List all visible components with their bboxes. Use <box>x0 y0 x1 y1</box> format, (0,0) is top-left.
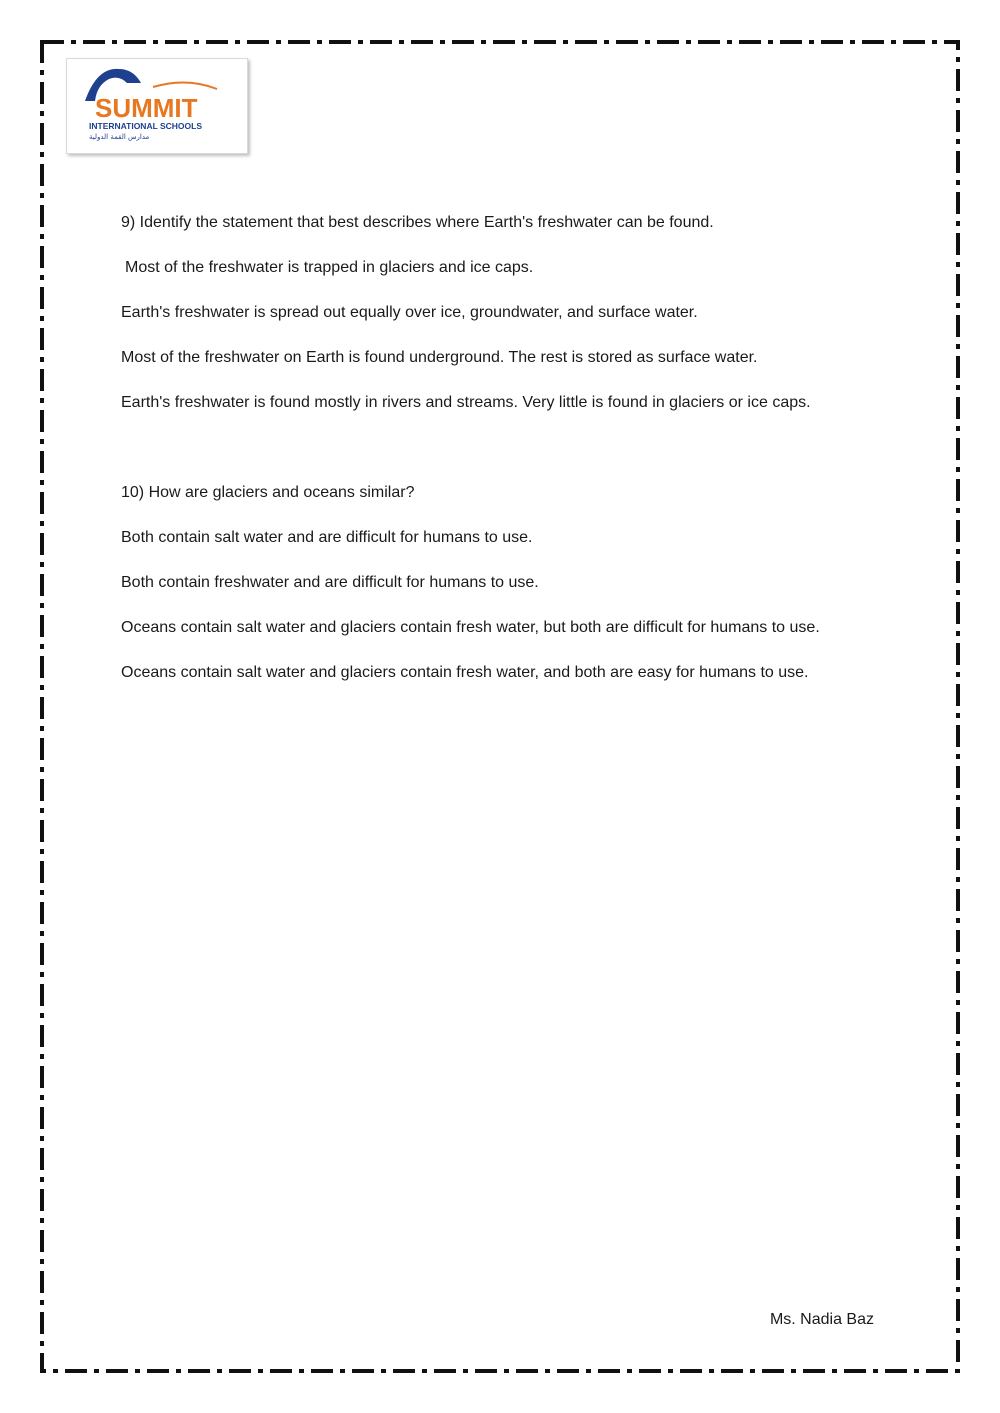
question-10-option-2[interactable]: Both contain freshwater and are difficult for humans to use. <box>121 574 539 591</box>
question-10-option-1[interactable]: Both contain salt water and are difficult for humans to use. <box>121 529 533 546</box>
worksheet-content <box>121 213 901 683</box>
question-10-option-4[interactable]: Oceans contain salt water and glaciers contain fresh water, and both are easy for humans to use. <box>121 664 809 681</box>
logo-arabic: مدارس القمة الدولية <box>89 133 150 141</box>
school-logo <box>66 58 248 154</box>
summit-logo-mark <box>67 59 247 153</box>
logo-wordmark: SUMMIT <box>95 93 198 123</box>
question-9-option-4[interactable]: Earth's freshwater is found mostly in rivers and streams. Very little is found in glaciers or ice caps. <box>121 394 811 411</box>
question-10-option-3[interactable]: Oceans contain salt water and glaciers contain fresh water, but both are difficult for humans to use. <box>121 619 820 636</box>
logo-subtitle: INTERNATIONAL SCHOOLS <box>89 121 203 131</box>
question-9-prompt: 9) Identify the statement that best describes where Earth's freshwater can be found. <box>121 214 714 231</box>
question-9-option-2[interactable]: Earth's freshwater is spread out equally over ice, groundwater, and surface water. <box>121 304 698 321</box>
question-9-option-3[interactable]: Most of the freshwater on Earth is found underground. The rest is stored as surface water. <box>121 349 758 366</box>
question-10-prompt: 10) How are glaciers and oceans similar? <box>121 484 415 501</box>
question-9-option-1[interactable]: Most of the freshwater is trapped in glaciers and ice caps. <box>125 259 534 276</box>
teacher-name: Ms. Nadia Baz <box>769 1311 874 1328</box>
